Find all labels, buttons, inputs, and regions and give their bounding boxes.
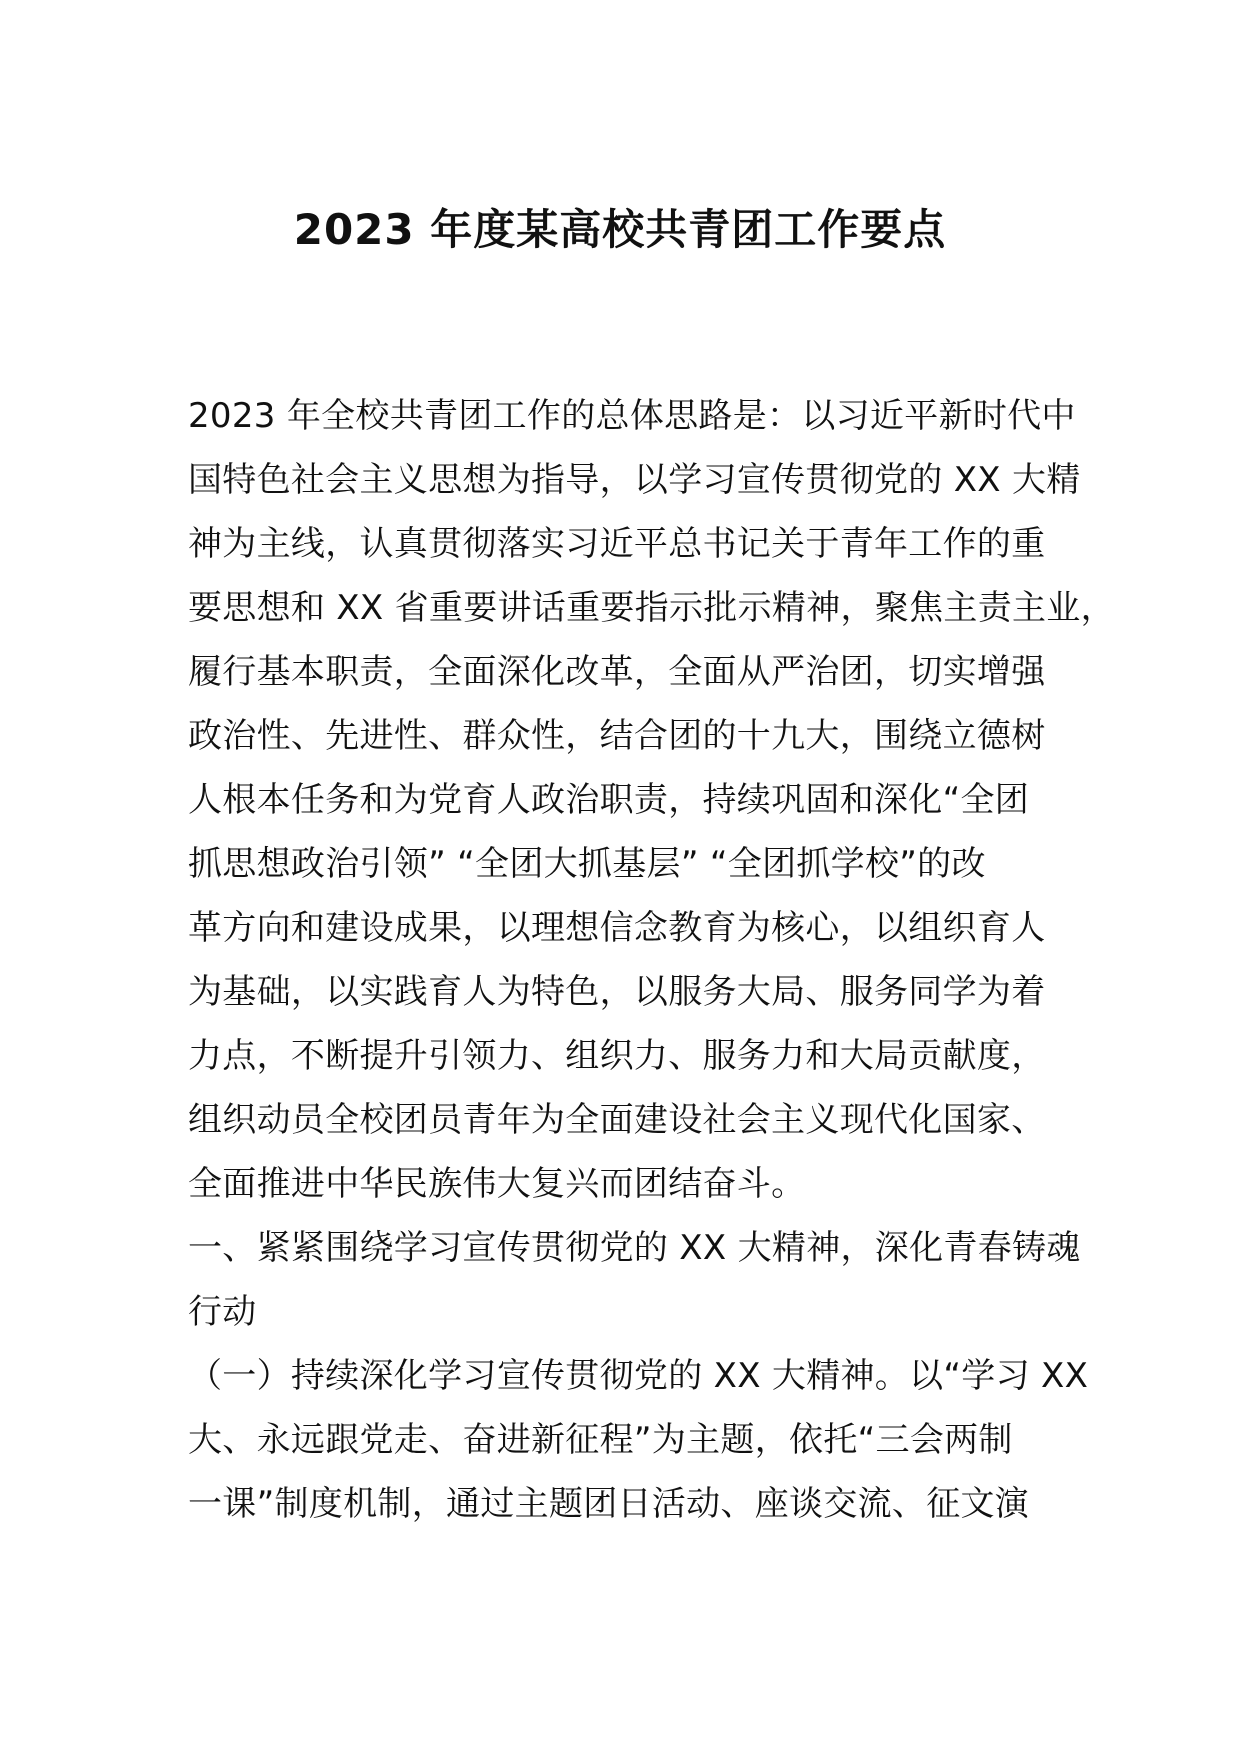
body-line: 人根本任务和为党育人政治职责，持续巩固和深化“全团 xyxy=(188,780,1030,820)
body-line: 为基础，以实践育人为特色，以服务大局、服务同学为着 xyxy=(188,972,1046,1012)
body-line: 2023 年全校共青团工作的总体思路是：以习近平新时代中 xyxy=(188,396,1076,436)
body-line: 组织动员全校团员青年为全面建设社会主义现代化国家、 xyxy=(188,1100,1046,1140)
body-line: 履行基本职责，全面深化改革，全面从严治团，切实增强 xyxy=(188,652,1046,692)
section-heading-line: 一、紧紧围绕学习宣传贯彻党的 XX 大精神，深化青春铸魂 xyxy=(188,1228,1081,1268)
body-line: （一）持续深化学习宣传贯彻党的 XX 大精神。以“学习 XX xyxy=(188,1356,1089,1396)
section-heading-line: 行动 xyxy=(188,1292,257,1332)
body-line: 力点，不断提升引领力、组织力、服务力和大局贡献度， xyxy=(188,1036,1046,1076)
document-title: 2023 年度某高校共青团工作要点 xyxy=(293,205,947,254)
body-line: 政治性、先进性、群众性，结合团的十九大，围绕立德树 xyxy=(188,716,1046,756)
body-line: 抓思想政治引领” “全团大抓基层” “全团抓学校”的改 xyxy=(188,844,986,884)
body-line: 一课”制度机制，通过主题团日活动、座谈交流、征文演 xyxy=(188,1484,1030,1524)
body-line: 国特色社会主义思想为指导，以学习宣传贯彻党的 XX 大精 xyxy=(188,460,1081,500)
body-line: 要思想和 XX 省重要讲话重要指示批示精神，聚焦主责主业， xyxy=(188,588,1115,628)
body-line: 大、永远跟党走、奋进新征程”为主题，依托“三会两制 xyxy=(188,1420,1013,1460)
body-line: 神为主线，认真贯彻落实习近平总书记关于青年工作的重 xyxy=(188,524,1046,564)
body-line: 全面推进中华民族伟大复兴而团结奋斗。 xyxy=(188,1164,806,1204)
body-line: 革方向和建设成果，以理想信念教育为核心，以组织育人 xyxy=(188,908,1046,948)
